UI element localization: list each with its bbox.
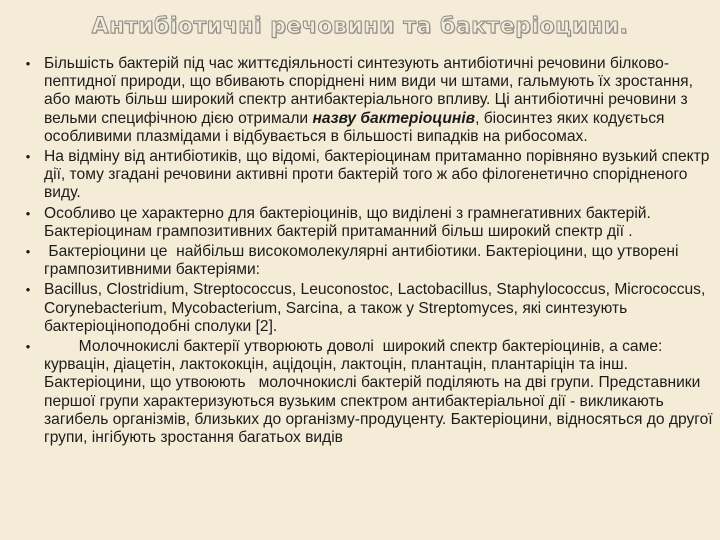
list-item [22, 148, 717, 203]
bullet-text: Молочнокислі бактерії утворюють доволі широкий спектр бактеріоцинів, а саме: курвацін, діацетін, лактококцін, ацідоцін, лактоцін, плантацін, плантаріцін та інш. Бактеріоцини, що утвоюють молочнокислі бактерій поділяють на дві групи. Представники першої групи характеризуються вузьким спектром антибактеріальної дії - викликають загибель організмів, близьких до організму-продуценту. Бактеріоцини, відносяться до другої групи, інгібують зростання багатьох видів [44, 338, 717, 447]
bullet-text: Бактеріоцини це найбільш високомолекулярні антибіотики. Бактеріоцини, що утворені грампозитивними бактеріями: [44, 243, 683, 279]
list-item [22, 55, 717, 146]
bullet-text: На відміну від антибіотиків, що відомі, бактеріоцинам притаманно порівняно вузький спектр дії, тому згадані речовини активні проти бактерій того ж або філогенетично спорідненого виду. [44, 148, 710, 202]
list-item [22, 243, 717, 279]
bullet-emphasis: назву бактеріоцинів [312, 109, 476, 127]
bullet-icon: • [25, 282, 31, 298]
slide-title: Антибіотичні речовини та бактеріоцини. [91, 14, 629, 39]
bullet-icon: • [25, 205, 31, 221]
bullet-text: Особливо це характерно для бактеріоцинів, що виділені з грамнегативних бактерій. Бактеріоцинам грампозитивних бактерій притаманний більш широкий спектр дії . [44, 204, 651, 240]
bullet-text: Більшість бактерій під час життєдіяльності синтезують антибіотичні речовини білково-пептидної природи, що вбивають споріднені ним види чи штами, гальмують їх зростання, або мають більш широкий спектр антибактеріального впливу. Ці антибіотичні речовини з вельми специфічною дією отримали [44, 55, 693, 127]
bullet-icon: • [25, 56, 31, 71]
bullet-icon: • [25, 149, 31, 165]
bullet-list [22, 55, 717, 449]
list-item [22, 205, 717, 241]
bullet-icon: • [25, 244, 31, 260]
bullet-text: Bacillus, Clostridium, Streptococcus, Leuconostoc, Lactobacillus, Staphylococcus, Micrococcus, Corynebacterium, Mycobacterium, Sarcina, а також у Streptomyces, які синтезують бактеріоціноподобні сполуки [2]. [44, 281, 706, 335]
list-item [22, 338, 717, 447]
bullet-icon: • [25, 339, 31, 355]
list-item [22, 281, 717, 336]
bullet-text: , біосинтез яких кодується особливими плазмідами і відбувається в більшості випадків на рибосомах. [44, 109, 665, 145]
